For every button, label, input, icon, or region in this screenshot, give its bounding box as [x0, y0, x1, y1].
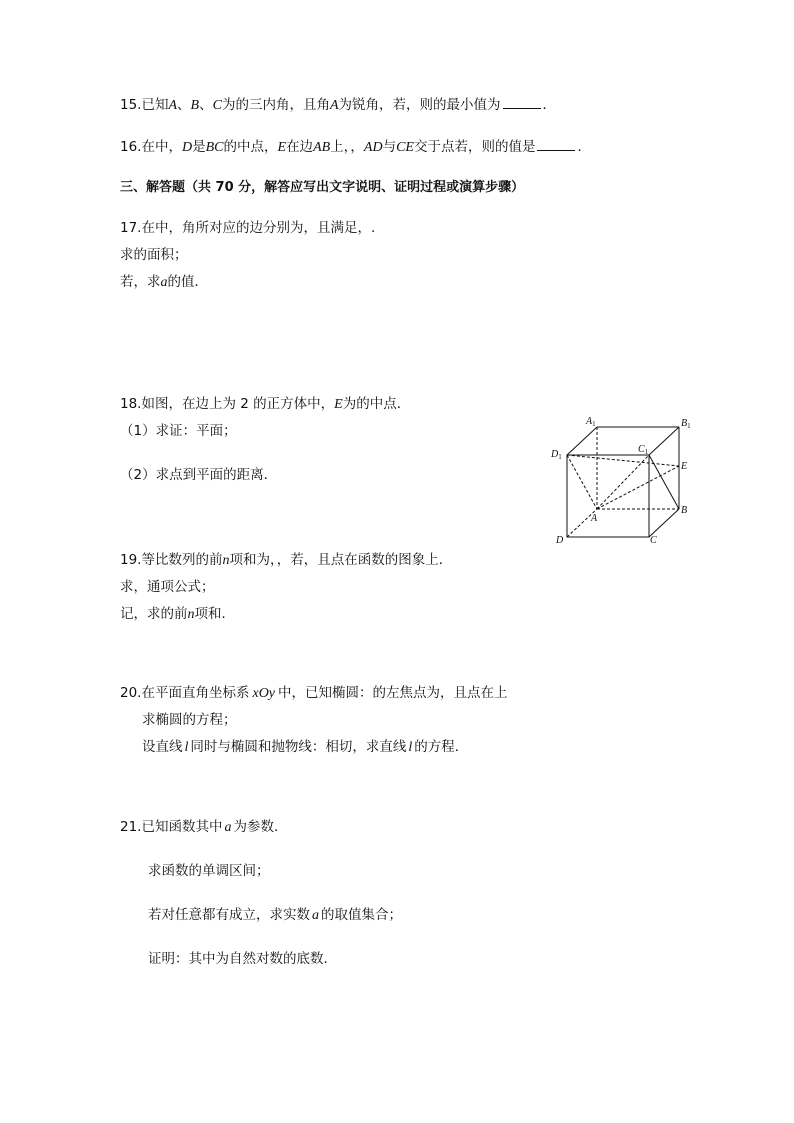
q21-var-a: a [224, 820, 232, 835]
q16-var-e: E [277, 140, 287, 155]
q16-var-ab: AB [313, 140, 331, 155]
q16-text: 在中， [141, 139, 182, 155]
q16-text: 在边 [286, 139, 314, 155]
q20-text: 中，已知椭圆：的左焦点为，且点在上 [278, 685, 508, 701]
cube-edge-d1a1 [567, 427, 597, 455]
q20-text: 同时与椭圆和抛物线：相切，求直线 [190, 739, 407, 755]
q15-sep: 、 [177, 97, 191, 113]
q19-line-3 [120, 605, 235, 624]
question-16 [120, 138, 591, 157]
section-heading: 三、解答题（共 70 分，解答应写出文字说明、证明过程或演算步骤） [120, 180, 525, 195]
q16-var-ad: AD [363, 140, 383, 155]
q21-line-2: 求函数的单调区间； [148, 863, 270, 879]
q15-sep: 、 [199, 97, 213, 113]
q15-number: 15. [120, 97, 142, 113]
q16-text: 是 [192, 139, 206, 155]
label-d: D [556, 535, 564, 546]
q16-text: 与 [382, 139, 397, 155]
q16-var-bc: BC [205, 140, 224, 155]
q16-var-d: D [181, 140, 193, 155]
q15-period: ． [542, 97, 557, 113]
q20-var-l: l [184, 740, 189, 755]
q20-text: 的方程． [414, 739, 469, 755]
q20-line-3 [142, 738, 468, 757]
q21-line-3 [148, 906, 402, 925]
label-a: A [591, 513, 598, 524]
q15-var-a: A [168, 98, 178, 113]
q21-line-4: 证明：其中为自然对数的底数． [148, 951, 337, 967]
answer-blank[interactable] [537, 138, 575, 151]
q19-text: 记，求的前 [120, 606, 188, 622]
q16-number: 16. [120, 139, 142, 155]
q18-text: 18.如图，在边上为 2 的正方体中， [120, 396, 335, 412]
cube-figure [540, 408, 700, 548]
cube-hidden-d1a [567, 455, 597, 509]
q16-period: ． [577, 139, 591, 155]
q21-text: 的取值集合； [321, 907, 402, 923]
cube-edge-cb [649, 509, 679, 537]
label-a1: $A_1$ [586, 416, 596, 428]
q18-line-2: （1）求证：平面； [120, 423, 237, 439]
q21-line-1 [120, 818, 287, 837]
q16-text: 上，， [330, 139, 364, 155]
q17-var-a: a [160, 275, 168, 290]
q18-line-3: （2）求点到平面的距离． [120, 467, 278, 483]
q21-var-a: a [312, 908, 319, 923]
q19-text: 19.等比数列的前 [120, 552, 223, 568]
q16-var-ce: CE [396, 140, 414, 155]
q19-text: 项和为，，若，且点在函数的图象上． [229, 552, 453, 568]
label-d1: $D_1$ [551, 449, 562, 461]
q19-text: 项和． [194, 606, 235, 622]
q15-text: 已知 [141, 97, 169, 113]
q15-var-b: B [190, 98, 200, 113]
q19-line-1 [120, 551, 452, 570]
q21-text: 若对任意都有成立，求实数 [148, 907, 310, 923]
q19-var-n: n [187, 607, 195, 622]
q21-text: 21.已知函数其中 [120, 819, 223, 835]
q20-var-xoy: xOy [252, 686, 276, 701]
label-c: C [650, 535, 657, 546]
q19-line-2: 求，通项公式； [120, 579, 215, 595]
q16-text: 交于点若，则的值是 [413, 139, 536, 155]
label-b: B [681, 505, 688, 516]
q18-text: 为的中点． [342, 396, 411, 412]
q20-text: 设直线 [142, 739, 183, 755]
q20-line-1 [120, 684, 508, 703]
q15-text: 为的三内角，且角 [221, 97, 330, 113]
q17-line-1: 17.在中，角所对应的边分别为，且满足，. [120, 220, 376, 236]
q15-var-c: C [212, 98, 222, 113]
answer-blank[interactable] [503, 96, 541, 109]
q18-line-1 [120, 395, 410, 414]
q17-line-3 [120, 273, 208, 292]
label-e: E [681, 461, 688, 472]
q20-var-l: l [408, 740, 413, 755]
q20-line-2: 求椭圆的方程； [142, 712, 237, 728]
q15-text: 为锐角，若，则的最小值为 [338, 97, 501, 113]
label-c1: $C_1$ [638, 444, 649, 456]
q21-text: 为参数． [233, 819, 288, 835]
q18-var-e: E [334, 397, 343, 412]
q17-text: 若，求 [120, 274, 161, 290]
question-15 [120, 96, 556, 115]
cube-hidden-d1e [567, 455, 679, 466]
cube-edge-c1b1 [649, 427, 679, 455]
q16-text: 的中点， [223, 139, 278, 155]
q15-var-a: A [329, 98, 339, 113]
label-b1: $B_1$ [681, 418, 691, 430]
q20-text: 20.在平面直角坐标系 [120, 685, 250, 701]
q19-var-n: n [222, 553, 230, 568]
q17-line-2: 求的面积； [120, 247, 188, 263]
cube-hidden-ac1 [597, 455, 649, 509]
q17-text: 的值． [167, 274, 208, 290]
